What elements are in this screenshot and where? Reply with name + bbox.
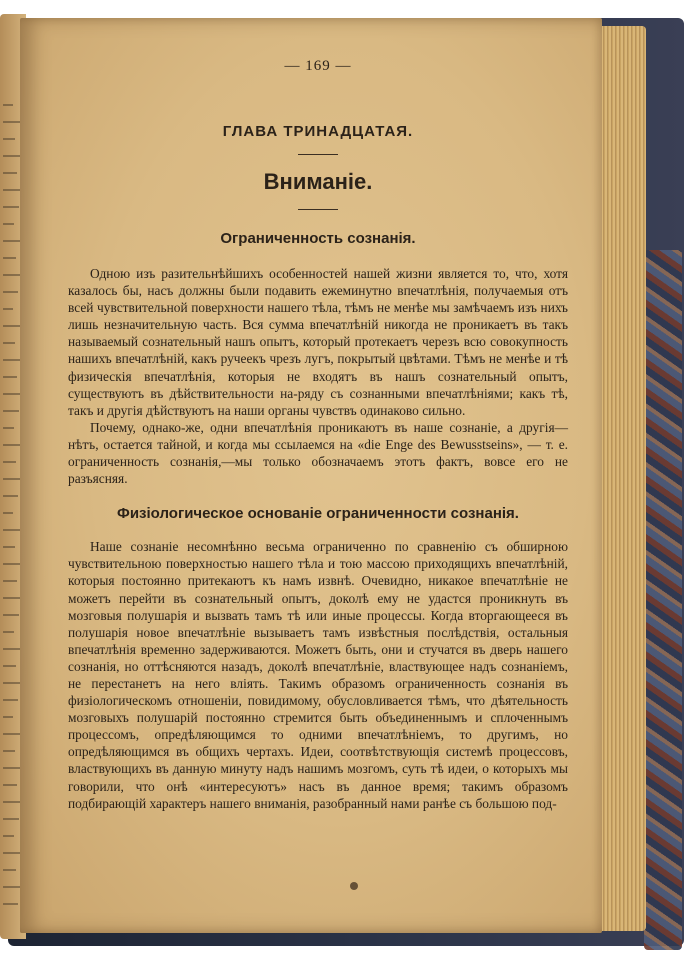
previous-page-text-line — [3, 818, 19, 820]
previous-page-text-line — [3, 240, 21, 242]
divider — [298, 209, 338, 210]
previous-page-text-line — [3, 614, 19, 616]
paragraph: Почему, однако-же, одни впечатлѣнія проникаютъ въ наше сознаніе, а другія—нѣтъ, остается тайной, и когда мы ссылаемся на «die Enge des Bewusstseins», — т. е. ограниченность сознанія,—мы только обозначаемъ этотъ фактъ, вовсе его не разъясняя. — [68, 419, 568, 487]
book-page — [20, 18, 602, 933]
previous-page-text-line — [3, 529, 20, 531]
previous-page-text-line — [3, 257, 16, 259]
previous-page-text-line — [3, 325, 20, 327]
previous-page-text-line — [3, 750, 15, 752]
previous-page-text-line — [3, 546, 15, 548]
previous-page-text-line — [3, 461, 16, 463]
previous-page-text-line — [3, 206, 19, 208]
section-heading: Ограниченность сознанія. — [220, 230, 416, 247]
chapter-heading: ГЛАВА ТРИНАДЦАТАЯ. — [222, 123, 414, 140]
previous-page-text-line — [3, 716, 13, 718]
previous-page-text-line — [3, 444, 21, 446]
previous-page-text-line — [3, 495, 18, 497]
previous-page-text-line — [3, 376, 17, 378]
previous-page-text-line — [3, 699, 18, 701]
previous-page-text-line — [3, 104, 13, 106]
previous-page-text-line — [3, 223, 14, 225]
previous-page-text-line — [3, 512, 13, 514]
previous-page-text-line — [3, 835, 14, 837]
previous-page-text-line — [3, 852, 21, 854]
previous-page-text-line — [3, 121, 20, 123]
previous-page-text-line — [3, 869, 16, 871]
page-edges — [596, 26, 646, 931]
previous-page-text-line — [3, 784, 17, 786]
section-heading: Физіологическое основаніе ограниченности сознанія. — [117, 505, 519, 523]
page-title: Вниманіе. — [263, 169, 373, 194]
previous-page-text-line — [3, 648, 21, 650]
previous-page-text-line — [3, 172, 17, 174]
page-content — [68, 58, 568, 812]
previous-page-text-line — [3, 427, 14, 429]
paragraph: Одною изъ разительнѣйшихъ особенностей нашей жизни является то, что, хотя казалось бы, насъ должны были подавить ежеминутно впечатлѣнія, получаемыя отъ всей чувствительной поверхности нашего тѣла, тѣмъ не менѣе мы замѣчаемъ изъ нихъ лишь незначительную часть. Вся сумма впечатлѣній никогда не проникаетъ въ такъ называемый сознательный нашъ опытъ, который протекаетъ черезъ всю совокупность нашихъ впечатлѣній, какъ ручеекъ чрезъ лугъ, покрытый цвѣтами. Тѣмъ не менѣе и тѣ физическія впечатлѣнія, которыя не входятъ въ нашъ сознательный опытъ, существуютъ въ дѣйствительности на-ряду съ сознанными впечатлѣніями; какъ тѣ, такъ и другія дѣйствуютъ на наши органы чувствъ одинаково сильно. — [68, 266, 568, 418]
previous-page-text-line — [3, 631, 14, 633]
previous-page-text-line — [3, 665, 16, 667]
previous-page-text-line — [3, 580, 17, 582]
previous-page-text-line — [3, 308, 13, 310]
marbled-edge — [644, 250, 682, 950]
previous-page-text-line — [3, 138, 15, 140]
ink-spot — [350, 882, 358, 890]
previous-page-text-line — [3, 410, 19, 412]
previous-page-text-line — [3, 291, 18, 293]
previous-page-text-line — [3, 733, 20, 735]
paragraph: Наше сознаніе несомнѣнно весьма ограниченно по сравненію съ обширною чувствительною поверхностью нашего тѣла и тою массою приходящихъ впечатлѣній, которыя постоянно притекаютъ къ намъ извнѣ. Очевидно, никакое впечатлѣніе не можетъ перейти въ сознательный опытъ, доколѣ ему не удастся проникнуть въ мозговыя полушарія и вызвать тамъ тѣ или иные процессы. Когда вторгающееся въ полушарія новое впечатлѣніе вызываетъ тамъ извѣстныя послѣдствія, остальныя впечатлѣнія временно задерживаются. Можетъ быть, они и стучатся въ дверь нашего сознанія, но оттѣсняются назадъ, доколѣ впечатлѣніе, властвующее надъ сознаніемъ, не перестанетъ на него вліять. Такимъ образомъ ограниченность сознанія въ физіологическомъ отношеніи, повидимому, обусловливается тѣмъ, что дѣятельность мозговыхъ полушарій постоянно стремится быть объединеннымъ и сплоченнымъ процессомъ, опредѣляющимся то одними впечатлѣніемъ, то другимъ, но опредѣляющимся въ общихъ чертахъ. Идеи, соотвѣтствующія системѣ процессовъ, властвующихъ въ данную минуту надъ нашимъ мозгомъ, суть тѣ идеи, о которыхъ мы говорили, что онѣ «интересуютъ» насъ въ данное время; такимъ образомъ подбирающій характеръ нашего вниманія, разобранный нами ранѣе съ большою под- — [68, 539, 568, 811]
page-number: — 169 — — [284, 58, 352, 74]
divider — [298, 154, 338, 155]
previous-page-text-line — [3, 342, 15, 344]
previous-page-text-line — [3, 903, 18, 905]
